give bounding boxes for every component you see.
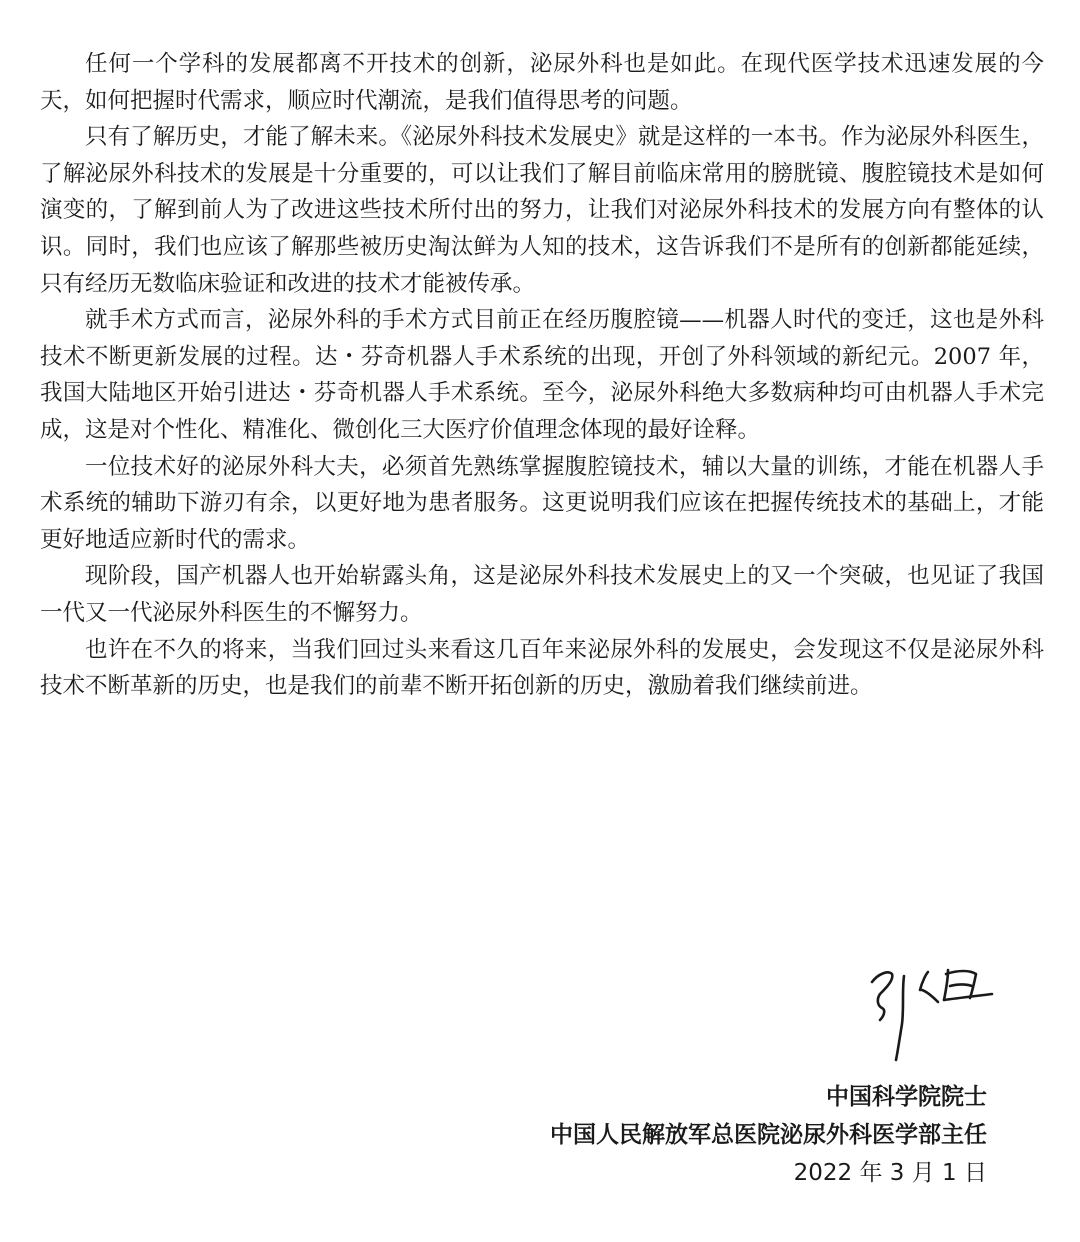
- paragraph-3: 就手术方式而言，泌尿外科的手术方式目前正在经历腹腔镜——机器人时代的变迁，这也是外科技术不断更新发展的过程。达・芬奇机器人手术系统的出现，开创了外科领域的新纪元。2007 年，我国大陆地区开始引进达・芬奇机器人手术系统。至今，泌尿外科绝大多数病种均可由机器人手术完成，这是对个性化、精准化、微创化三大医疗价值理念体现的最好诠释。: [40, 307, 1044, 443]
- paragraph-2: 只有了解历史，才能了解未来。《泌尿外科技术发展史》就是这样的一本书。作为泌尿外科医生，了解泌尿外科技术的发展是十分重要的，可以让我们了解目前临床常用的膀胱镜、腹腔镜技术是如何演变的，了解到前人为了改进这些技术所付出的努力，让我们对泌尿外科技术的发展方向有整体的认识。同时，我们也应该了解那些被历史淘汰鲜为人知的技术，这告诉我们不是所有的创新都能延续，只有经历无数临床验证和改进的技术才能被传承。: [40, 124, 1044, 297]
- date: 2022 年 3 月 1 日: [793, 1160, 987, 1186]
- paragraph-5: 现阶段，国产机器人也开始崭露头角，这是泌尿外科技术发展史上的又一个突破，也见证了我国一代又一代泌尿外科医生的不懈努力。: [40, 563, 1044, 626]
- author-position: 中国人民解放军总医院泌尿外科医学部主任: [550, 1122, 987, 1148]
- paragraph-1: 任何一个学科的发展都离不开技术的创新，泌尿外科也是如此。在现代医学技术迅速发展的今天，如何把握时代需求，顺应时代潮流，是我们值得思考的问题。: [40, 51, 1044, 114]
- paragraph-6: 也许在不久的将来，当我们回过头来看这几百年来泌尿外科的发展史，会发现这不仅是泌尿外科技术不断革新的历史，也是我们的前辈不断开拓创新的历史，激励着我们继续前进。: [40, 636, 1044, 700]
- closing-block: [550, 1078, 987, 1192]
- author-title: 中国科学院院士: [826, 1084, 987, 1110]
- preface-body: [40, 46, 1044, 705]
- paragraph-4: 一位技术好的泌尿外科大夫，必须首先熟练掌握腹腔镜技术，辅以大量的训练，才能在机器人手术系统的辅助下游刃有余，以更好地为患者服务。这更说明我们应该在把握传统技术的基础上，才能更好地适应新时代的需求。: [40, 453, 1044, 553]
- signature-icon: [858, 960, 998, 1075]
